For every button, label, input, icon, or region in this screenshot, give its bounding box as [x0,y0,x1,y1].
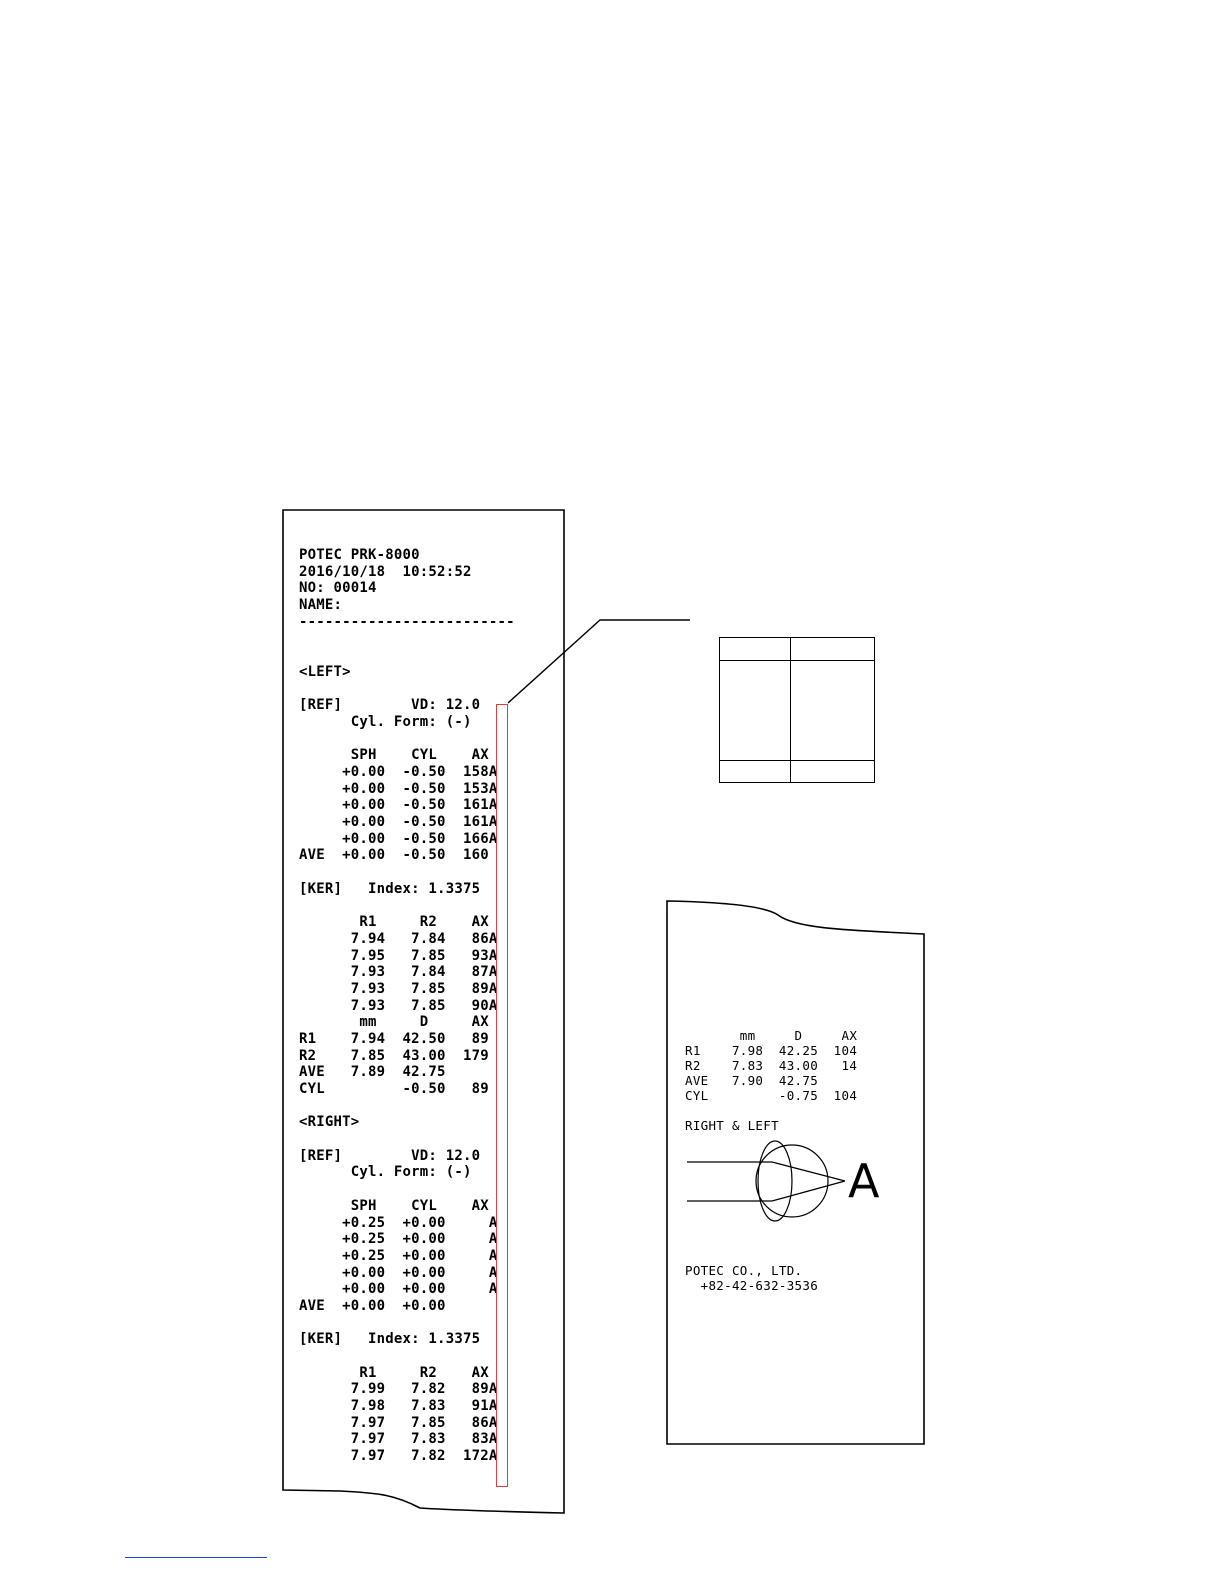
legend-divider-bottom [720,760,874,761]
left-receipt-line: [REF] VD: 12.0 [299,697,481,714]
left-receipt-line: 7.97 7.83 83A [299,1431,498,1448]
right-receipt-line: AVE 7.90 42.75 [685,1073,819,1088]
left-receipt-line [299,630,515,647]
left-receipt-line: R1 R2 AX [299,1364,489,1381]
callout-line [508,620,690,703]
left-receipt-line: AVE +0.00 -0.50 160 [299,847,489,864]
highlight-box [496,704,508,1487]
left-receipt-line [299,1131,515,1148]
left-receipt-line: 7.97 7.82 172A [299,1448,498,1465]
left-receipt-line: +0.00 -0.50 161A [299,814,498,830]
right-receipt-outline [667,901,924,1444]
left-receipt-line: 7.93 7.85 90A [299,997,498,1014]
right-receipt-line: RIGHT & LEFT [685,1118,779,1133]
left-receipt-line: SPH CYL AX [299,1197,489,1214]
left-receipt-line: +0.25 +0.00 A [299,1231,498,1248]
left-receipt-line: 7.95 7.85 93A [299,947,498,964]
legend-divider-top [720,660,874,661]
right-receipt-line: R2 7.83 43.00 14 [685,1058,858,1073]
left-receipt-line: [KER] Index: 1.3375 [299,1331,481,1348]
left-receipt-line: R1 7.94 42.50 89 [299,1030,489,1047]
left-receipt-line [299,681,515,698]
left-receipt-line [299,1181,515,1198]
left-receipt-text [299,547,515,1465]
left-receipt-line: 7.94 7.84 86A [299,930,498,947]
left-receipt-line: <RIGHT> [299,1114,360,1131]
left-receipt-line [299,647,515,664]
left-receipt-line: 7.93 7.85 89A [299,980,498,997]
left-receipt-line: 7.93 7.84 87A [299,964,498,981]
left-receipt-line: +0.00 -0.50 158A [299,763,498,780]
legend-table [719,637,875,783]
diagram-letter: A [848,1154,880,1208]
left-receipt-line: +0.00 -0.50 153A [299,780,498,797]
left-receipt-line: ------------------------- [299,613,515,630]
left-receipt-line: <LEFT> [299,663,351,680]
left-receipt-line: CYL -0.50 89 [299,1081,489,1097]
left-receipt-line: R2 7.85 43.00 179 [299,1047,489,1064]
left-receipt-line: AVE +0.00 +0.00 [299,1297,446,1314]
left-receipt-line: +0.25 +0.00 A [299,1214,498,1231]
left-receipt-line: +0.00 -0.50 161A [299,797,498,814]
left-receipt-line: +0.00 -0.50 166A [299,830,498,847]
left-receipt-line: 2016/10/18 10:52:52 [299,563,472,580]
right-receipt-line: CYL -0.75 104 [685,1088,858,1103]
manufacturer-footer [685,1263,818,1293]
left-receipt-line [299,1315,515,1332]
footer-line: +82-42-632-3536 [685,1278,819,1293]
left-receipt-line [299,864,515,881]
left-receipt-line: SPH CYL AX [299,747,489,764]
left-receipt-line: 7.97 7.85 86A [299,1414,498,1431]
eye-diagram-icon [687,1141,845,1221]
left-receipt-line: Cyl. Form: (-) [299,1164,472,1181]
left-receipt-line: [REF] VD: 12.0 [299,1147,481,1164]
footer-line: POTEC CO., LTD. [685,1263,803,1278]
right-receipt-line: mm D AX [685,1028,858,1043]
left-receipt-line: +0.25 +0.00 A [299,1247,498,1264]
left-receipt-line: +0.00 +0.00 A [299,1281,498,1298]
left-receipt-line [299,1348,515,1365]
left-receipt-line: POTEC PRK-8000 [299,547,420,563]
footnote-separator [125,1557,267,1558]
left-receipt-line [299,897,515,914]
left-receipt-line [299,1098,515,1115]
left-receipt-line: R1 R2 AX [299,914,489,931]
left-receipt-line: NO: 00014 [299,580,377,597]
left-receipt-line: NAME: [299,597,343,614]
right-receipt-line: R1 7.98 42.25 104 [685,1043,858,1058]
left-receipt-line: [KER] Index: 1.3375 [299,880,481,897]
left-receipt-line: Cyl. Form: (-) [299,713,472,730]
left-receipt-line: +0.00 +0.00 A [299,1264,498,1281]
left-receipt-line: 7.99 7.82 89A [299,1381,498,1398]
left-receipt-line [299,731,515,748]
left-receipt-line: 7.98 7.83 91A [299,1398,498,1415]
left-receipt-line: AVE 7.89 42.75 [299,1064,446,1081]
right-receipt-line [685,1103,857,1118]
right-receipt-text [685,1028,857,1133]
left-receipt-line: mm D AX [299,1014,489,1031]
